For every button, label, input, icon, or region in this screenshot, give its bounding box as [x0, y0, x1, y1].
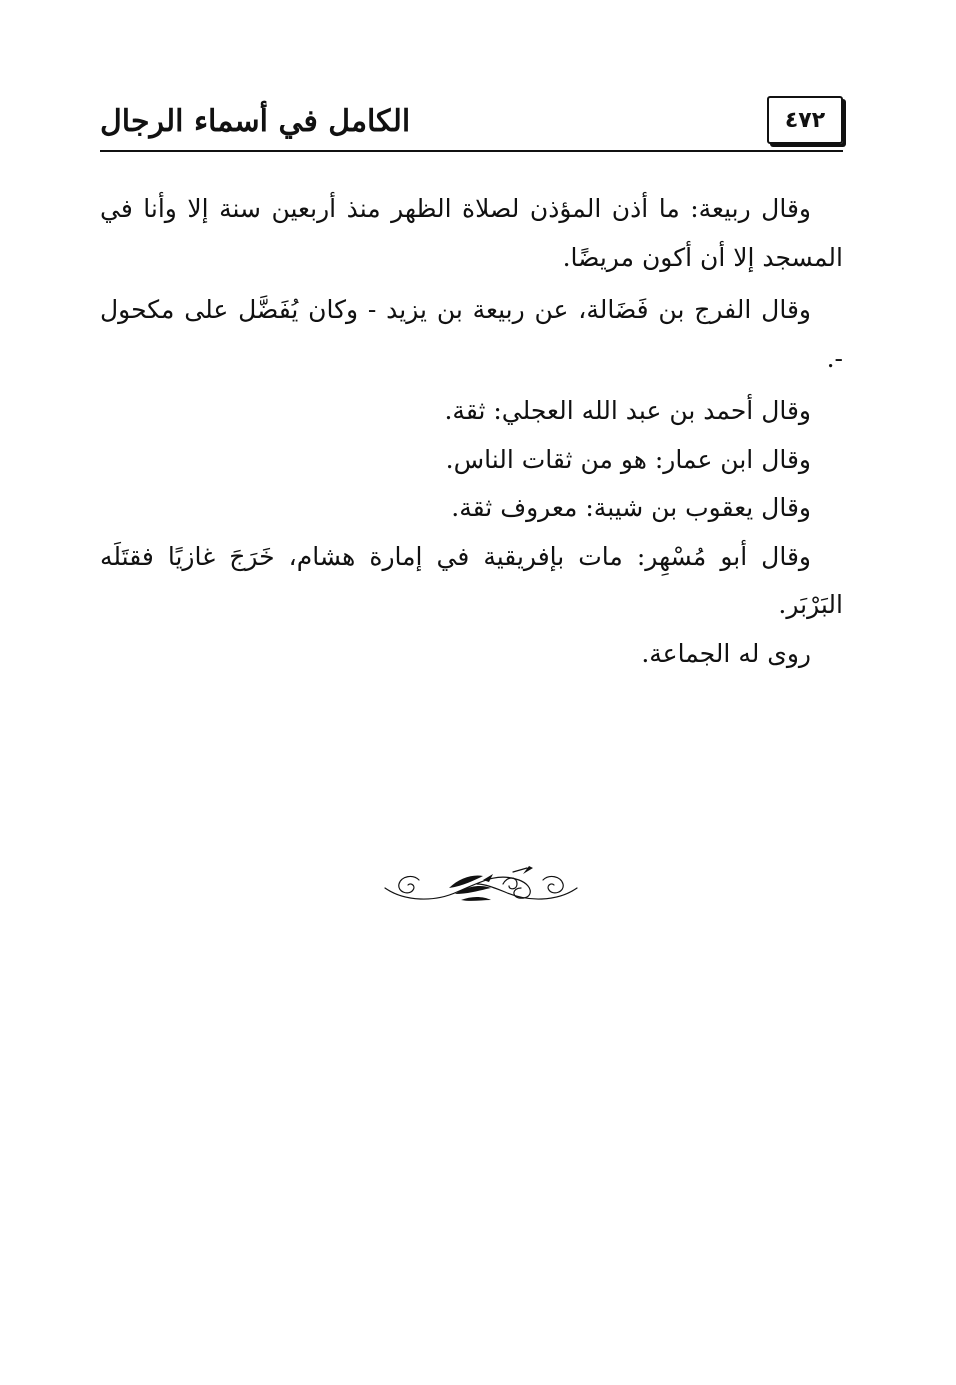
book-title: الكامل في أسماء الرجال [100, 104, 411, 139]
paragraph-ibn-ammar: وقال ابن عمار: هو من ثقات الناس. [445, 444, 811, 474]
floral-flourish-icon [383, 858, 579, 914]
paragraph-ijli: وقال أحمد بن عبد الله العجلي: ثقة. [444, 396, 811, 425]
paragraph-rawa-lahu: روى له الجماعة. [641, 638, 811, 668]
paragraph-rabia-adhan: وقال ربيعة: ما أذن المؤذن لصلاة الظهر منذ أربعين سنة إلا وأنا في المسجد إلا أن أكون مريضًا. [100, 194, 843, 272]
paragraph-yaqub-ibn-shayba: وقال يعقوب بن شيبة: معروف ثقة. [451, 493, 811, 522]
paragraph-faraj-ibn-fadala: وقال الفرج بن فَضَالة، عن ربيعة بن يزيد - وكان يُفَضَّل على مكحول -. [100, 295, 843, 373]
page-header [100, 88, 843, 154]
body-text [100, 185, 843, 678]
paragraph-abu-mushir: وقال أبو مُسْهِر: مات بإفريقية في إمارة هشام، خَرَجَ غازيًا فقتَلَه البَرْبَر. [100, 541, 843, 619]
page-number: ٤٧٢ [767, 96, 843, 144]
header-rule [100, 150, 843, 152]
